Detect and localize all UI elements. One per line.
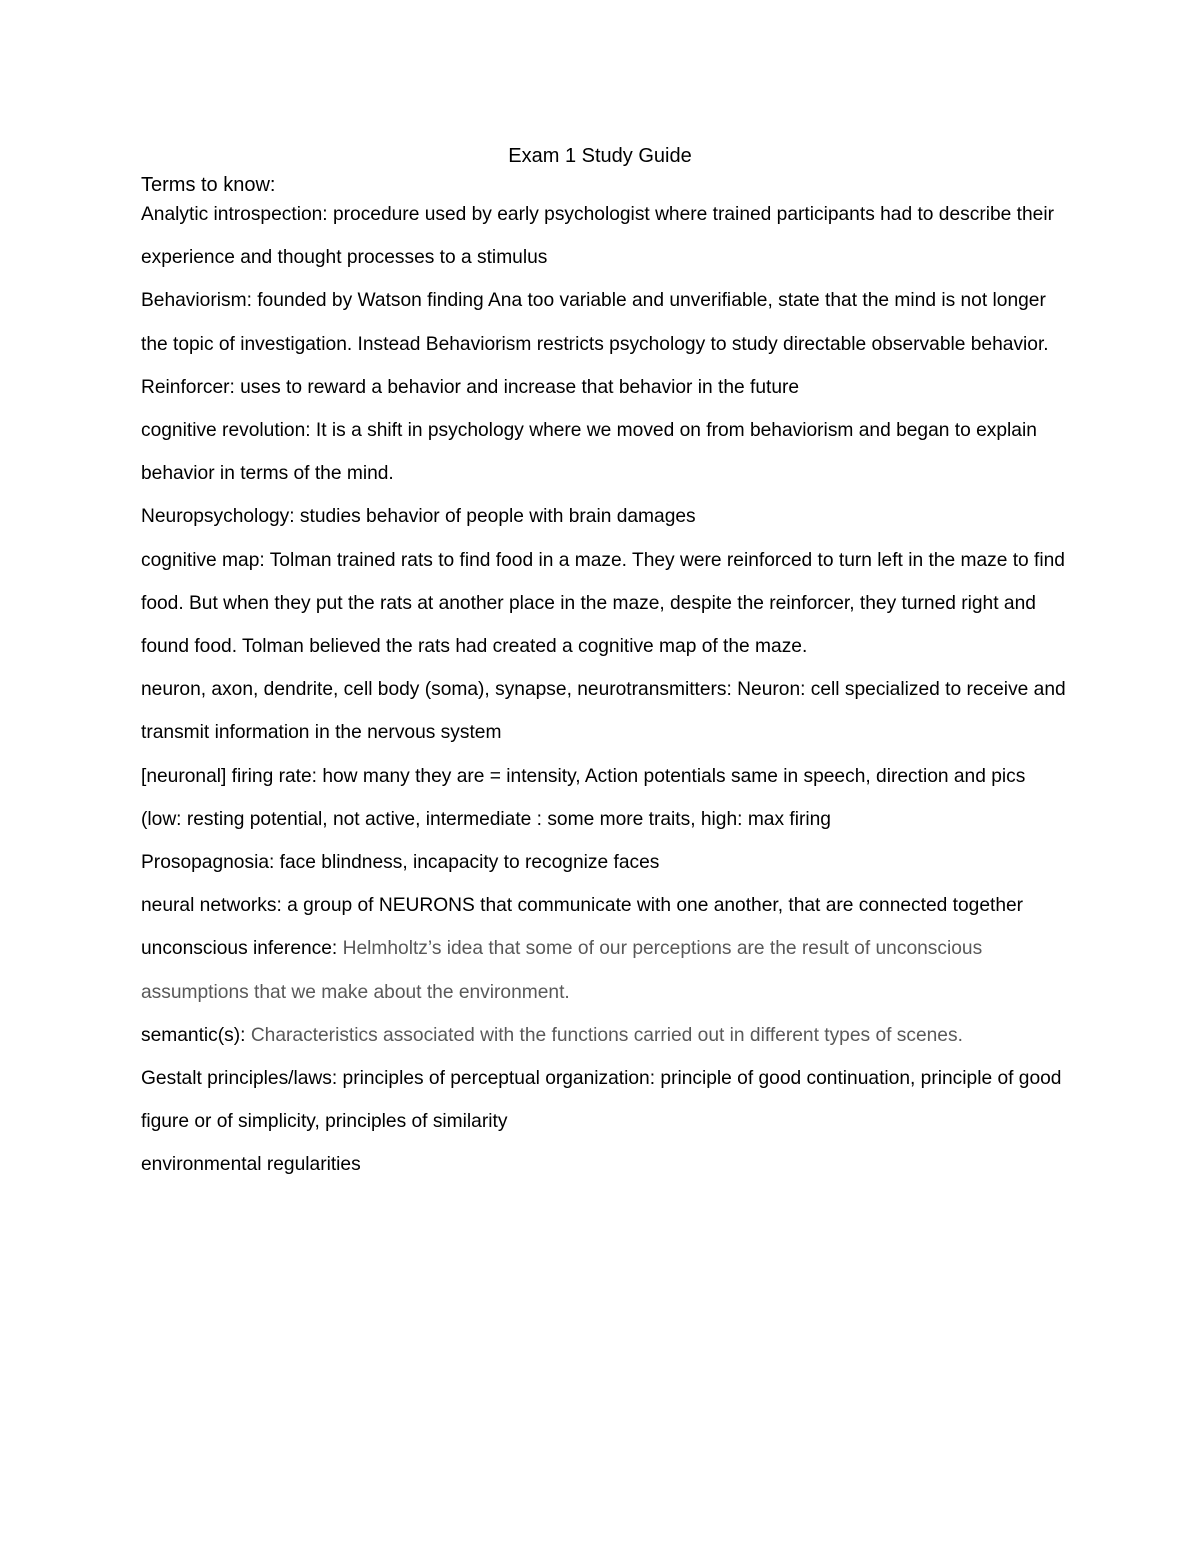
term-entry-cognitive-revolution [141,409,1066,495]
entry-text: Helmholtz’s idea that some of our perceptions are the result of unconscious assumptions that we make about the environment. [141,938,983,1003]
entry-text: neural networks: a group of NEURONS that communicate with one another, that are connected together [141,895,1024,917]
section-heading: Terms to know: [141,174,276,196]
entry-text: neuron, axon, dendrite, cell body (soma), synapse, neurotransmitters: Neuron: cell specialized to receive and transmit information in the nervous system [141,679,1066,744]
entry-term: unconscious inference: [141,938,343,960]
term-entry-analytic-introspection [141,193,1066,279]
term-entry-neuropsychology [141,495,1066,538]
term-entry-gestalt-principles [141,1057,1066,1143]
entry-text: cognitive map: Tolman trained rats to find food in a maze. They were reinforced to turn left in the maze to find food. But when they put the rats at another place in the maze, despite the reinforcer, they turned right and found food. Tolman believed the rats had created a cognitive map of the maze. [141,549,1065,658]
document-title: Exam 1 Study Guide [508,145,692,167]
term-entry-behaviorism [141,279,1066,365]
entry-text: [neuronal] firing rate: how many they are = intensity, Action potentials same in speech, direction and pics (low: resting potential, not active, intermediate : some more traits, high: max firing [141,765,1026,830]
entry-text: Prosopagnosia: face blindness, incapacity to recognize faces [141,852,660,874]
terms-list [141,193,1066,1187]
term-entry-neuron [141,668,1066,754]
entry-text: Gestalt principles/laws: principles of perceptual organization: principle of good continuation, principle of good figure or of simplicity, principles of similarity [141,1068,1062,1133]
entry-text: Reinforcer: uses to reward a behavior and increase that behavior in the future [141,376,800,398]
entry-text: Behaviorism: founded by Watson finding Ana too variable and unverifiable, state that the mind is not longer the topic of investigation. Instead Behaviorism restricts psychology to study directable observable behavior. [141,290,1049,355]
term-entry-unconscious-inference [141,927,1066,1013]
entry-text: cognitive revolution: It is a shift in psychology where we moved on from behaviorism and began to explain behavior in terms of the mind. [141,420,1037,485]
entry-text: Characteristics associated with the functions carried out in different types of scenes. [250,1024,963,1046]
term-entry-cognitive-map [141,539,1066,669]
term-entry-firing-rate [141,755,1066,841]
entry-text: environmental regularities [141,1154,361,1176]
term-entry-reinforcer [141,366,1066,409]
term-entry-neural-networks [141,884,1066,927]
term-entry-prosopagnosia [141,841,1066,884]
entry-text: Analytic introspection: procedure used by early psychologist where trained participants had to describe their experience and thought processes to a stimulus [141,204,1054,269]
entry-text: Neuropsychology: studies behavior of people with brain damages [141,506,696,528]
entry-term: semantic(s): [141,1024,251,1046]
term-entry-environmental-regularities [141,1143,1066,1186]
term-entry-semantics [141,1014,1066,1057]
